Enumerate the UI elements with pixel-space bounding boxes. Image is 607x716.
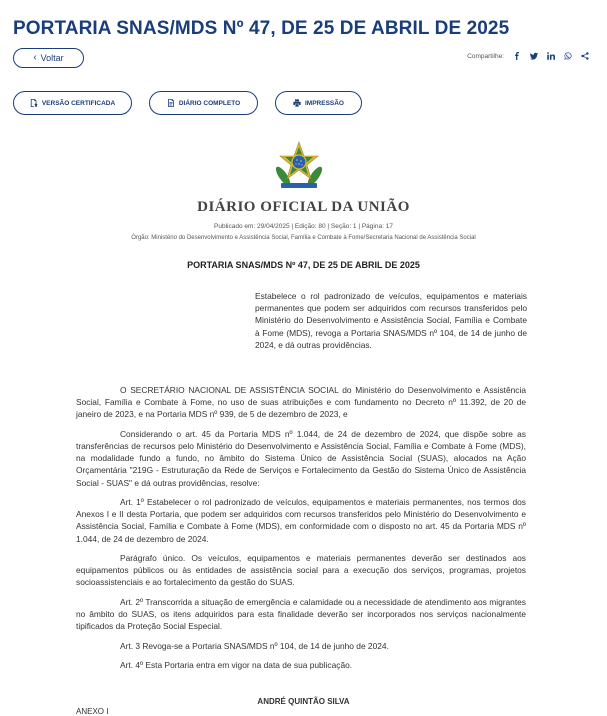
paragraph-sole: Parágrafo único. Os veículos, equipamentos e materiais permanentes deverão ser destinados aos equipamentos públicos ou às entidades de assistência social para a execução dos serviços, programas, projetos socioassistenciais e ao fortalecimento da gestão do SUAS.: [76, 553, 526, 588]
paragraph-article-3: Art. 3 Revoga-se a Portaria SNAS/MDS nº 104, de 14 de junho de 2024.: [120, 640, 389, 651]
back-button[interactable]: [13, 48, 84, 68]
chevron-left-icon: ‹: [33, 52, 37, 63]
paragraph-considering: Considerando o art. 45 da Portaria MDS nº 1.044, de 24 de dezembro de 2024, que dispõe sobre as transferências de recursos pelo Ministério do Desenvolvimento e Assistência Social, Família e Combate à Fome (MDS), na modalidade fundo a fundo, no âmbito do Sistema Único de Assistência Social (SUAS), alocados na Ação Orçamentária "219G - Estruturação da Rede de Serviços e Fortalecimento da Gestão do Sistema Único de Assistência Social - SUAS" e dá outras providências, resolve:: [76, 428, 526, 488]
journal-masthead: DIÁRIO OFICIAL DA UNIÃO: [197, 199, 410, 215]
printer-icon: [293, 99, 301, 107]
whatsapp-icon[interactable]: [564, 52, 572, 60]
annex-heading: ANEXO I: [76, 707, 109, 716]
issuing-agency: Órgão: Ministério do Desenvolvimento e Assistência Social, Família e Combate à Fome/Secretaria Nacional de Assistência Social: [131, 235, 476, 241]
page-title: PORTARIA SNAS/MDS Nº 47, DE 25 DE ABRIL DE 2025: [13, 18, 510, 39]
twitter-icon[interactable]: [530, 52, 538, 60]
paragraph-article-4: Art. 4º Esta Portaria entra em vigor na data de sua publicação.: [120, 659, 353, 670]
paragraph-article-1: Art. 1º Estabelecer o rol padronizado de veículos, equipamentos e materiais permanentes, nos termos dos Anexos I e II desta Portaria, que podem ser adquiridos com recursos transferidos pelo Ministério do Desenvolvimento e Assistência Social, Família e Combate à Fome (MDS), em conformidade com o disposto no art. 45 da Portaria MDS nº 1.044, de 24 de dezembro de 2024.: [76, 497, 526, 544]
document-summary: Estabelece o rol padronizado de veículos, equipamentos e materiais permanentes que podem ser adquiridos com recursos transferidos pelo Ministério do Desenvolvimento e Assistência Social, Família e Combate à Fome (MDS), revoga a Portaria SNAS/MDS nº 104, de 14 de junho de 2024, e dá outras providências.: [255, 291, 527, 350]
certified-version-label: VERSÃO CERTIFICADA: [41, 99, 116, 107]
document-title: PORTARIA SNAS/MDS Nº 47, DE 25 DE ABRIL DE 2025: [187, 260, 420, 270]
signature: ANDRÉ QUINTÃO SILVA: [257, 697, 350, 706]
full-journal-label: DIÁRIO COMPLETO: [178, 99, 241, 107]
linkedin-icon[interactable]: [547, 52, 555, 60]
share-label: Compartilhe:: [467, 52, 504, 60]
journal-document-icon: [167, 99, 175, 107]
document-body: [76, 384, 526, 678]
publication-info: Publicado em: 29/04/2025 | Edição: 80 | Seção: 1 | Página: 17: [214, 223, 393, 230]
facebook-icon[interactable]: [513, 52, 521, 60]
brazil-coat-of-arms-icon: [273, 140, 325, 192]
share-icon[interactable]: [581, 52, 589, 60]
paragraph-article-2: Art. 2º Transcorrida a situação de emergência e calamidade ou a necessidade de atendimento aos migrantes no âmbito do SUAS, os itens adquiridos para esta finalidade deverão ser incorporados nos serviços nacionalmente tipificados da Proteção Social Especial.: [76, 596, 526, 632]
full-journal-button[interactable]: [149, 91, 258, 115]
print-label: IMPRESSÃO: [304, 99, 344, 107]
paragraph-preamble: O SECRETÁRIO NACIONAL DE ASSISTÊNCIA SOCIAL do Ministério do Desenvolvimento e Assistência Social, Família e Combate à Fome, no uso de suas atribuições e com fundamento no Decreto nº 11.392, de 20 de janeiro de 2023, e na Portaria MDS nº 939, de 5 de dezembro de 2023, e: [76, 385, 526, 420]
certified-document-icon: [30, 99, 38, 107]
certified-version-button[interactable]: [13, 91, 132, 115]
print-button[interactable]: [275, 91, 362, 115]
back-button-label: Voltar: [40, 53, 64, 63]
share-bar: [467, 52, 589, 60]
